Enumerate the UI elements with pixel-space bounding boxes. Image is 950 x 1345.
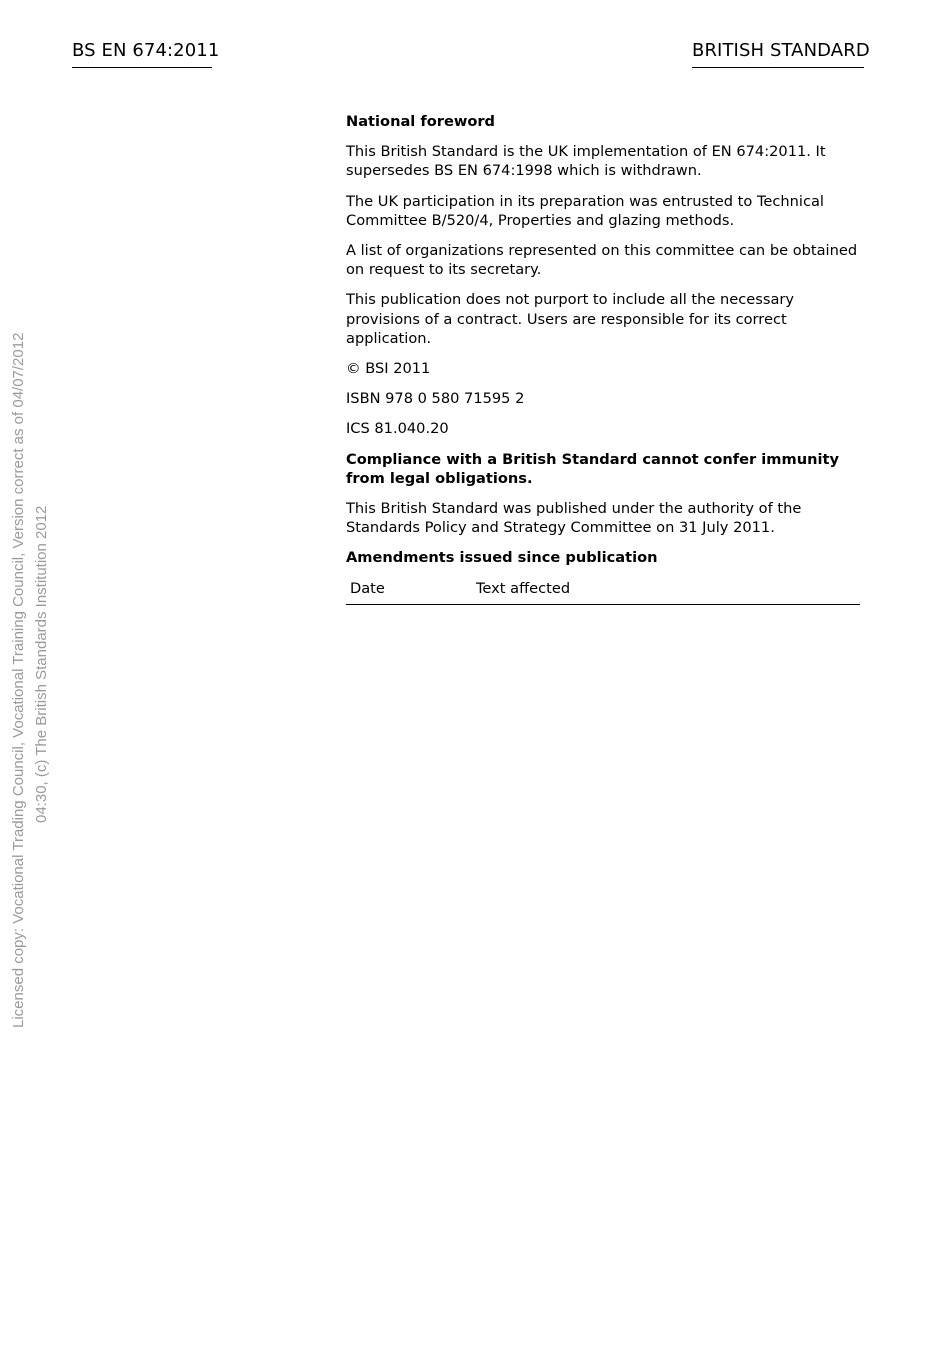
- foreword-title: National foreword: [346, 113, 496, 130]
- amendments-title: Amendments issued since publication: [346, 549, 658, 567]
- column-header-text-affected: Text affected: [472, 573, 860, 605]
- watermark-line-1: Licensed copy: Vocational Trading Council, Vocational Training Council, Version correct as of 04/07/2012: [10, 332, 27, 1028]
- header-document-number: BS EN 674:2011: [72, 39, 212, 68]
- watermark-line-2: 04:30, (c) The British Standards Institution 2012: [33, 505, 50, 823]
- ics-code: ICS 81.040.20: [346, 420, 449, 438]
- isbn-number: ISBN 978 0 580 71595 2: [346, 390, 525, 408]
- national-foreword: [346, 112, 860, 605]
- foreword-paragraph-contract: This publication does not purport to include all the necessary provisions of a contract. Users are responsible for its correct application.: [346, 291, 795, 347]
- copyright-notice: © BSI 2011: [346, 360, 431, 378]
- amendments-header-row: [346, 573, 860, 605]
- compliance-statement: Compliance with a British Standard cannot confer immunity from legal obligations.: [346, 450, 839, 487]
- foreword-paragraph-implementation: This British Standard is the UK implementation of EN 674:2011. It supersedes BS EN 674:1998 which is withdrawn.: [346, 143, 826, 180]
- foreword-paragraph-organizations: A list of organizations represented on this committee can be obtained on request to its secretary.: [346, 242, 858, 279]
- header-publisher-label: BRITISH STANDARD: [692, 39, 864, 68]
- amendments-table: [346, 573, 860, 605]
- foreword-paragraph-committee: The UK participation in its preparation was entrusted to Technical Committee B/520/4, Properties and glazing methods.: [346, 192, 824, 229]
- column-header-date: Date: [346, 573, 472, 605]
- publication-authority: This British Standard was published under the authority of the Standards Policy and Strategy Committee on 31 July 2011.: [346, 500, 802, 537]
